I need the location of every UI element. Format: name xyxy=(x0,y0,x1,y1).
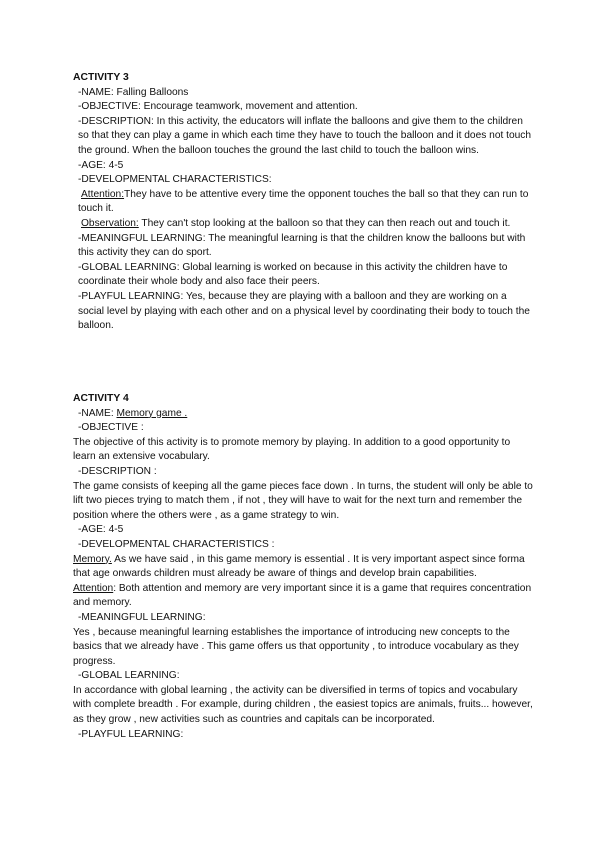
memory-text: As we have said , in this game memory is essential . It is very important aspect since forma that age onwards children must already be aware of things and develop brain capabilities. xyxy=(73,553,525,580)
activity-3-playful-learning: -PLAYFUL LEARNING: Yes, because they are playing with a balloon and they are working on a social level by playing with each other and on a physical level by coordinating their body to touch the balloon. xyxy=(78,290,530,332)
attention-text: They have to be attentive every time the opponent touches the ball so that they can run to touch it. xyxy=(78,188,529,215)
activity-3-age: -AGE: 4-5 xyxy=(78,159,124,171)
memory-label: Memory. xyxy=(73,553,112,565)
activity-4-meaningful-text: Yes , because meaningful learning establishes the importance of introducing new concepts to the basics that we already have . This game offers us that opportunity , to introduce vocabulary as they progress. xyxy=(73,626,519,667)
activity-3-dev-label: -DEVELOPMENTAL CHARACTERISTICS: xyxy=(78,174,272,186)
activity-3-meaningful-learning: -MEANINGFUL LEARNING: The meaningful learning is that the children know the balloons but with this activity they can do sport. xyxy=(78,232,526,259)
activity-4-description-label: -DESCRIPTION : xyxy=(78,465,157,477)
activity-3-name: -NAME: Falling Balloons xyxy=(78,86,189,98)
activity-4-global-text: In accordance with global learning , the activity can be diversified in terms of topics and vocabulary with complete breadth . For example, during children , the easiest topics are animals, fruits... however, as they grow , new activities such as countries and capitals can be incorporated. xyxy=(73,684,533,726)
attention-label: Attention xyxy=(73,582,114,594)
activity-4-description-text: The game consists of keeping all the game pieces face down . In turns, the student will only be able to lift two pieces trying to match them , if not , they will have to wait for the next turn and remember the position where the others were , as a game strategy to win. xyxy=(73,480,533,521)
activity-3-description: -DESCRIPTION: In this activity, the educators will inflate the balloons and give them to the children so that they can play a game in which each time they have to touch the balloon and it does not touch the ground. When the balloon touches the ground the last child to touch the balloon wins. xyxy=(78,115,532,156)
name-value: Memory game . xyxy=(116,407,188,419)
activity-4-objective-text: The objective of this activity is to promote memory by playing. In addition to a good opportunity to learn an extensive vocabulary. xyxy=(73,436,511,463)
activity-4-name xyxy=(73,407,533,422)
name-prefix: -NAME: xyxy=(78,407,117,419)
activity-4-heading: ACTIVITY 4 xyxy=(73,393,129,404)
activity-3-observation xyxy=(73,217,533,232)
activity-4-dev-label: -DEVELOPMENTAL CHARACTERISTICS : xyxy=(78,538,275,550)
observation-text: They can't stop looking at the balloon so that they can then reach out and touch it. xyxy=(138,217,511,229)
attention-text: : Both attention and memory are very important since it is a game that requires concentration and memory. xyxy=(73,582,532,609)
activity-3-global-learning: -GLOBAL LEARNING: Global learning is worked on because in this activity the children have to coordinate their whole body and also face their peers. xyxy=(78,261,508,288)
observation-label: Observation: xyxy=(81,217,139,229)
activity-3-heading: ACTIVITY 3 xyxy=(73,72,129,83)
activity-4-memory xyxy=(73,553,533,582)
activity-4-section xyxy=(73,392,533,742)
activity-4-objective-label: -OBJECTIVE : xyxy=(78,422,144,434)
activity-4-meaningful-label: -MEANINGFUL LEARNING: xyxy=(78,611,206,623)
activity-4-global-label: -GLOBAL LEARNING: xyxy=(78,670,180,682)
attention-label: Attention: xyxy=(81,188,125,200)
activity-4-playful-label: -PLAYFUL LEARNING: xyxy=(78,728,184,740)
activity-3-attention xyxy=(73,188,533,217)
activity-3-section xyxy=(73,71,533,334)
activity-3-objective: -OBJECTIVE: Encourage teamwork, movement and attention. xyxy=(78,101,358,113)
activity-4-age: -AGE: 4-5 xyxy=(78,524,124,536)
activity-4-attention xyxy=(73,582,533,611)
